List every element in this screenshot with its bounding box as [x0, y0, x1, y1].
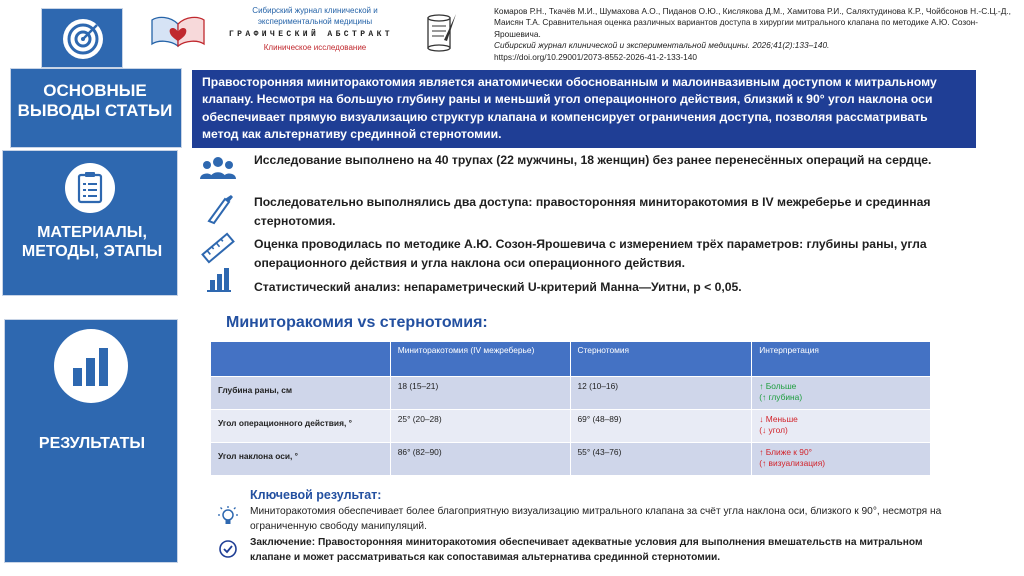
conclusions-label: ОСНОВНЫЕ ВЫВОДЫ СТАТЬИ	[17, 81, 173, 121]
table-header-row	[211, 342, 931, 377]
interpretation-sub: (↑ визуализация)	[759, 457, 826, 468]
journal-name: Сибирский журнал клинической и экспериментальной медицины	[252, 6, 378, 26]
interpretation-cell	[752, 443, 931, 476]
scalpel-icon	[199, 193, 237, 225]
table-header-cell	[211, 342, 391, 377]
interpretation-main: ↓ Меньше	[759, 414, 798, 424]
methods-tile	[2, 150, 178, 296]
table-header-cell: Стернотомия	[570, 342, 752, 377]
mini-value: 86° (82–90)	[390, 443, 570, 476]
methods-label: МАТЕРИАЛЫ, МЕТОДЫ, ЭТАПЫ	[21, 224, 163, 261]
method-item-1: Исследование выполнено на 40 трупах (22 мужчины, 18 женщин) без ранее перенесённых операций на сердце.	[254, 153, 932, 167]
conclusion-text: Заключение: Правосторонняя миниторакотомия обеспечивает адекватные условия для выполнения вмешательств на митральном клапане и может рассматриваться как сопоставимая альтернатива срединной стернотомии.	[250, 537, 923, 563]
key-result-text: Миниторакотомия обеспечивает более благоприятную визуализацию митрального клапана за счёт угла наклона оси, близкого к 90°, несмотря на ограниченную свободу манипуляций.	[250, 506, 942, 532]
row-label: Угол наклона оси, °	[211, 443, 391, 476]
mini-value: 18 (15–21)	[390, 377, 570, 410]
target-logo-tile	[41, 8, 123, 68]
scroll-quill-icon	[424, 12, 458, 52]
results-tile	[4, 319, 178, 563]
table-header-cell: Интерпретация	[752, 342, 931, 377]
table-row	[211, 443, 931, 476]
row-label: Глубина раны, см	[211, 377, 391, 410]
article-type: Клиническое исследование	[263, 43, 367, 52]
table-row	[211, 377, 931, 410]
interpretation-sub: (↓ угол)	[759, 424, 788, 435]
bar-chart-icon	[53, 328, 129, 404]
check-circle-icon	[219, 540, 237, 558]
interpretation-cell	[752, 410, 931, 443]
interpretation-main: ↑ Больше	[759, 381, 797, 391]
mini-value: 25° (20–28)	[390, 410, 570, 443]
graphic-abstract-label: ГРАФИЧЕСКИЙ АБСТРАКТ	[228, 30, 393, 39]
citation	[494, 6, 1014, 63]
lightbulb-icon	[218, 506, 238, 528]
interpretation-main: ↑ Ближе к 90°	[759, 447, 812, 457]
comparison-table	[210, 341, 931, 476]
target-icon	[61, 17, 105, 61]
citation-doi[interactable]: https://doi.org/10.29001/2073-8552-2026-41-2-133-140	[494, 51, 697, 62]
checklist-icon	[61, 163, 119, 213]
table-header-cell: Миниторакотомия (IV межреберье)	[390, 342, 570, 377]
key-result-title: Ключевой результат:	[250, 488, 382, 502]
method-item-4: Статистический анализ: непараметрический U-критерий Манна—Уитни, p < 0,05.	[254, 280, 742, 294]
bar-chart-icon	[199, 262, 237, 294]
ruler-icon	[199, 232, 237, 264]
results-title: Миниторакомия vs стернотомия:	[226, 314, 488, 331]
results-label: РЕЗУЛЬТАТЫ	[38, 435, 146, 452]
table-row	[211, 410, 931, 443]
journal-book-logo	[148, 10, 208, 50]
stern-value: 55° (43–76)	[570, 443, 752, 476]
stern-value: 69° (48–89)	[570, 410, 752, 443]
group-icon	[199, 153, 237, 185]
stern-value: 12 (10–16)	[570, 377, 752, 410]
citation-authors: Комаров Р.Н., Ткачёв М.И., Шумахова А.О., Пиданов О.Ю., Кислякова Д.М., Хамитова Р.И., Саляхтудинова К.Р., Чойбсонов Н.-С.Ц.-Д., Маисян Т.А. Сравнительная оценка различных вариантов доступа в хирургии митрального клапана по методике А.Ю. Созон-Ярошевича.	[494, 6, 1011, 39]
conclusions-tile	[10, 68, 182, 148]
interpretation-sub: (↑ глубина)	[759, 391, 803, 402]
interpretation-cell	[752, 377, 931, 410]
method-item-3: Оценка проводилась по методике А.Ю. Созон-Ярошевича с измерением трёх параметров: глубины раны, угла операционного действия и угла наклона оси операционного действия.	[254, 237, 927, 270]
method-item-2: Последовательно выполнялись два доступа: правосторонняя миниторакотомия в IV межреберье и срединная стернотомия.	[254, 195, 931, 228]
citation-journal: Сибирский журнал клинической и экспериментальной медицины. 2026;41(2):133–140.	[494, 40, 830, 51]
row-label: Угол операционного действия, °	[211, 410, 391, 443]
main-conclusion-banner: Правосторонняя миниторакотомия является анатомически обоснованным и малоинвазивным доступом к митральному клапану. Несмотря на большую глубину раны и меньший угол операционного действия, близкий к 90° угол наклона оси обеспечивает прямую визуализацию структур клапана и компенсирует ограничения доступа, позволяя рассматривать метод как альтернативу срединной стернотомии.	[192, 70, 976, 148]
